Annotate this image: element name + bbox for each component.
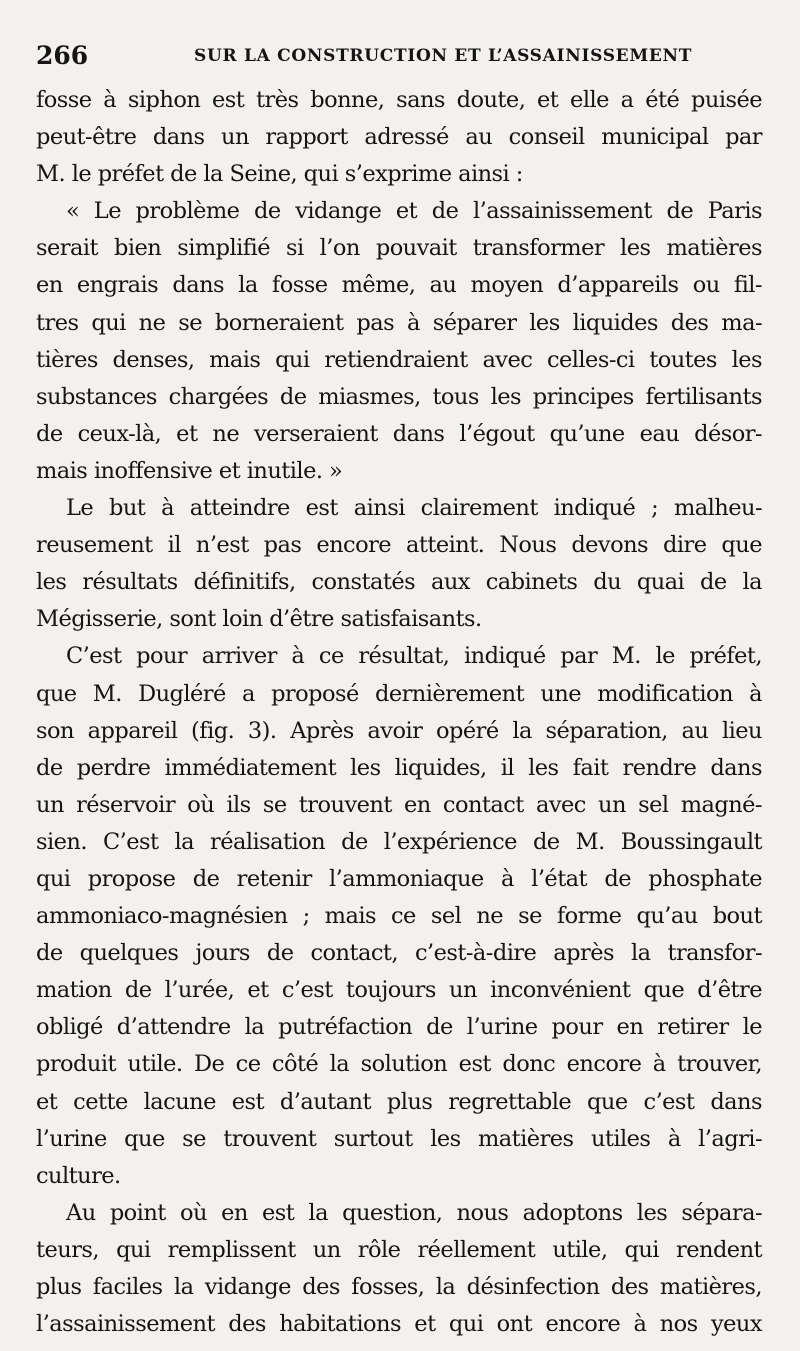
text-line: sien. C’est la réalisation de l’expérience de M. Boussingault <box>36 828 762 855</box>
text-line: culture. <box>36 1162 121 1189</box>
text-line: reusement il n’est pas encore atteint. Nous devons dire que <box>36 532 762 559</box>
text-line: en engrais dans la fosse même, au moyen d’appareils ou fil- <box>36 272 762 299</box>
text-line: que M. Dugléré a proposé dernièrement une modification à <box>36 680 762 707</box>
text-line: plus faciles la vidange des fosses, la désinfection des matières, <box>36 1274 762 1300</box>
text-line: « Le problème de vidange et de l’assainissement de Paris <box>66 198 762 225</box>
text-line: M. le préfet de la Seine, qui s’exprime ainsi : <box>36 161 523 188</box>
text-line: son appareil (fig. 3). Après avoir opéré la séparation, au lieu <box>36 717 762 744</box>
body-text <box>36 82 762 1343</box>
text-line: mais inoffensive et inutile. » <box>36 457 343 484</box>
text-line: peut-être dans un rapport adressé au conseil municipal par <box>36 124 762 151</box>
text-line: de perdre immédiatement les liquides, il les fait rendre dans <box>36 754 762 781</box>
text-line: teurs, qui remplissent un rôle réellement utile, qui rendent <box>36 1236 762 1263</box>
text-line: produit utile. De ce côté la solution est donc encore à trouver, <box>36 1051 762 1078</box>
page-header <box>36 36 762 76</box>
text-line: l’urine que se trouvent surtout les matières utiles à l’agri- <box>36 1125 762 1152</box>
text-line: Le but à atteindre est ainsi clairement indiqué ; malheu- <box>66 495 762 522</box>
text-line: et cette lacune est d’autant plus regrettable que c’est dans <box>36 1088 762 1115</box>
text-line: tres qui ne se borneraient pas à séparer les liquides des ma- <box>36 309 762 336</box>
text-line: un réservoir où ils se trouvent en contact avec un sel magné- <box>36 791 762 818</box>
text-line: substances chargées de miasmes, tous les principes fertilisants <box>36 383 762 410</box>
text-line: de ceux-là, et ne verseraient dans l’égout qu’une eau désor- <box>36 420 762 447</box>
text-line: C’est pour arriver à ce résultat, indiqué par M. le préfet, <box>66 643 762 670</box>
text-line: tières denses, mais qui retiendraient avec celles-ci toutes les <box>36 346 762 373</box>
text-line: obligé d’attendre la putréfaction de l’urine pour en retirer le <box>36 1014 762 1041</box>
text-line: qui propose de retenir l’ammoniaque à l’état de phosphate <box>36 865 762 892</box>
running-head: SUR LA CONSTRUCTION ET L’ASSAINISSEMENT <box>194 46 693 66</box>
text-line: mation de l’urée, et c’est toujours un inconvénient que d’être <box>36 977 762 1004</box>
text-line: Mégisserie, sont loin d’être satisfaisants. <box>36 606 482 633</box>
text-line: l’assainissement des habitations et qui ont encore à nos yeux <box>36 1311 762 1338</box>
text-line: les résultats définitifs, constatés aux cabinets du quai de la <box>36 569 762 596</box>
text-line: Au point où en est la question, nous adoptons les sépara- <box>66 1199 762 1226</box>
text-line: serait bien simplifié si l’on pouvait transformer les matières <box>36 235 762 262</box>
text-line: de quelques jours de contact, c’est-à-dire après la transfor- <box>36 940 762 967</box>
page-number: 266 <box>36 41 89 70</box>
text-line: ammoniaco-magnésien ; mais ce sel ne se forme qu’au bout <box>36 903 762 930</box>
text-line: fosse à siphon est très bonne, sans doute, et elle a été puisée <box>36 87 762 113</box>
